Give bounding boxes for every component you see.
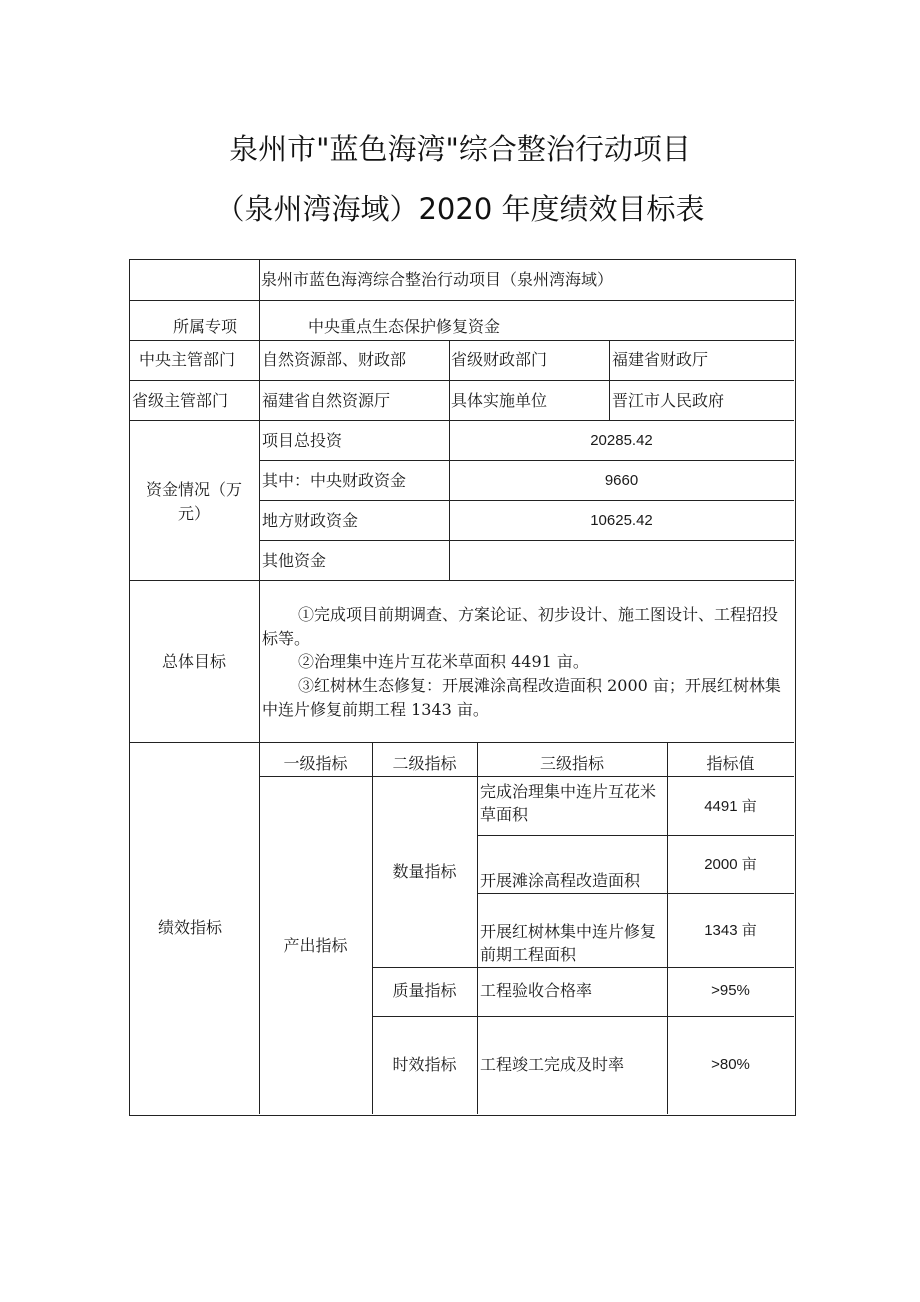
indicator-value: 1343 亩: [704, 922, 757, 939]
prov-finance-label: 省级财政部门: [451, 350, 548, 369]
funding-row-value: 10625.42: [590, 512, 653, 529]
header-value: 指标值: [706, 754, 755, 773]
special-fund-value: 中央重点生态保护修复资金: [308, 317, 501, 336]
impl-unit-value: 晋江市人民政府: [612, 391, 725, 410]
quality-indicator-label: 质量指标: [392, 981, 457, 1000]
funding-row-label: 项目总投资: [262, 431, 343, 450]
document-title-line-1: 泉州市"蓝色海湾"综合整治行动项目: [229, 132, 691, 166]
header-level2: 二级指标: [392, 754, 457, 773]
provincial-dept-value: 福建省自然资源厅: [262, 391, 391, 410]
indicator-name: 工程验收合格率: [480, 981, 593, 1000]
indicator-name: 完成治理集中连片互花米草面积: [480, 782, 657, 824]
header-level3: 三级指标: [539, 754, 604, 773]
project-name: 泉州市蓝色海湾综合整治行动项目（泉州湾海域）: [261, 270, 614, 289]
overall-goal-item: ③红树林生态修复：开展滩涂高程改造面积 2000 亩；开展红树林集中连片修复前期工程 1343 亩。: [262, 676, 781, 719]
impl-unit-label: 具体实施单位: [451, 391, 548, 410]
central-dept-label: 中央主管部门: [139, 350, 236, 369]
funding-row-value: 9660: [604, 472, 639, 489]
overall-goal-item: ②治理集中连片互花米草面积 4491 亩。: [298, 652, 589, 671]
funding-row-label: 其他资金: [262, 551, 327, 570]
overall-goal-label: 总体目标: [162, 652, 227, 671]
header-level1: 一级指标: [283, 754, 348, 773]
performance-label: 绩效指标: [158, 918, 223, 937]
quantity-indicator-label: 数量指标: [392, 862, 457, 881]
funding-row-label: 地方财政资金: [262, 511, 359, 530]
funding-row-label: 其中：中央财政资金: [262, 471, 407, 490]
prov-finance-value: 福建省财政厅: [612, 350, 709, 369]
indicator-value: 4491 亩: [704, 798, 757, 815]
document-title-line-2: （泉州湾海域）2020 年度绩效目标表: [215, 192, 705, 226]
indicator-name: 工程竣工完成及时率: [480, 1055, 625, 1074]
central-dept-value: 自然资源部、财政部: [262, 350, 407, 369]
special-fund-label: 所属专项: [173, 317, 238, 336]
indicator-name: 开展滩涂高程改造面积: [480, 871, 641, 890]
output-indicator-label: 产出指标: [283, 936, 348, 955]
indicator-name: 开展红树林集中连片修复前期工程面积: [480, 922, 657, 964]
indicator-value: 2000 亩: [704, 856, 757, 873]
overall-goal-item: ①完成项目前期调查、方案论证、初步设计、施工图设计、工程招投标等。: [262, 605, 779, 648]
timeliness-indicator-label: 时效指标: [392, 1055, 457, 1074]
provincial-dept-label: 省级主管部门: [132, 391, 229, 410]
indicator-value: >95%: [711, 982, 750, 999]
funding-label: 资金情况（万元）: [145, 480, 242, 523]
funding-row-value: 20285.42: [590, 432, 653, 449]
indicator-value: >80%: [711, 1056, 750, 1073]
